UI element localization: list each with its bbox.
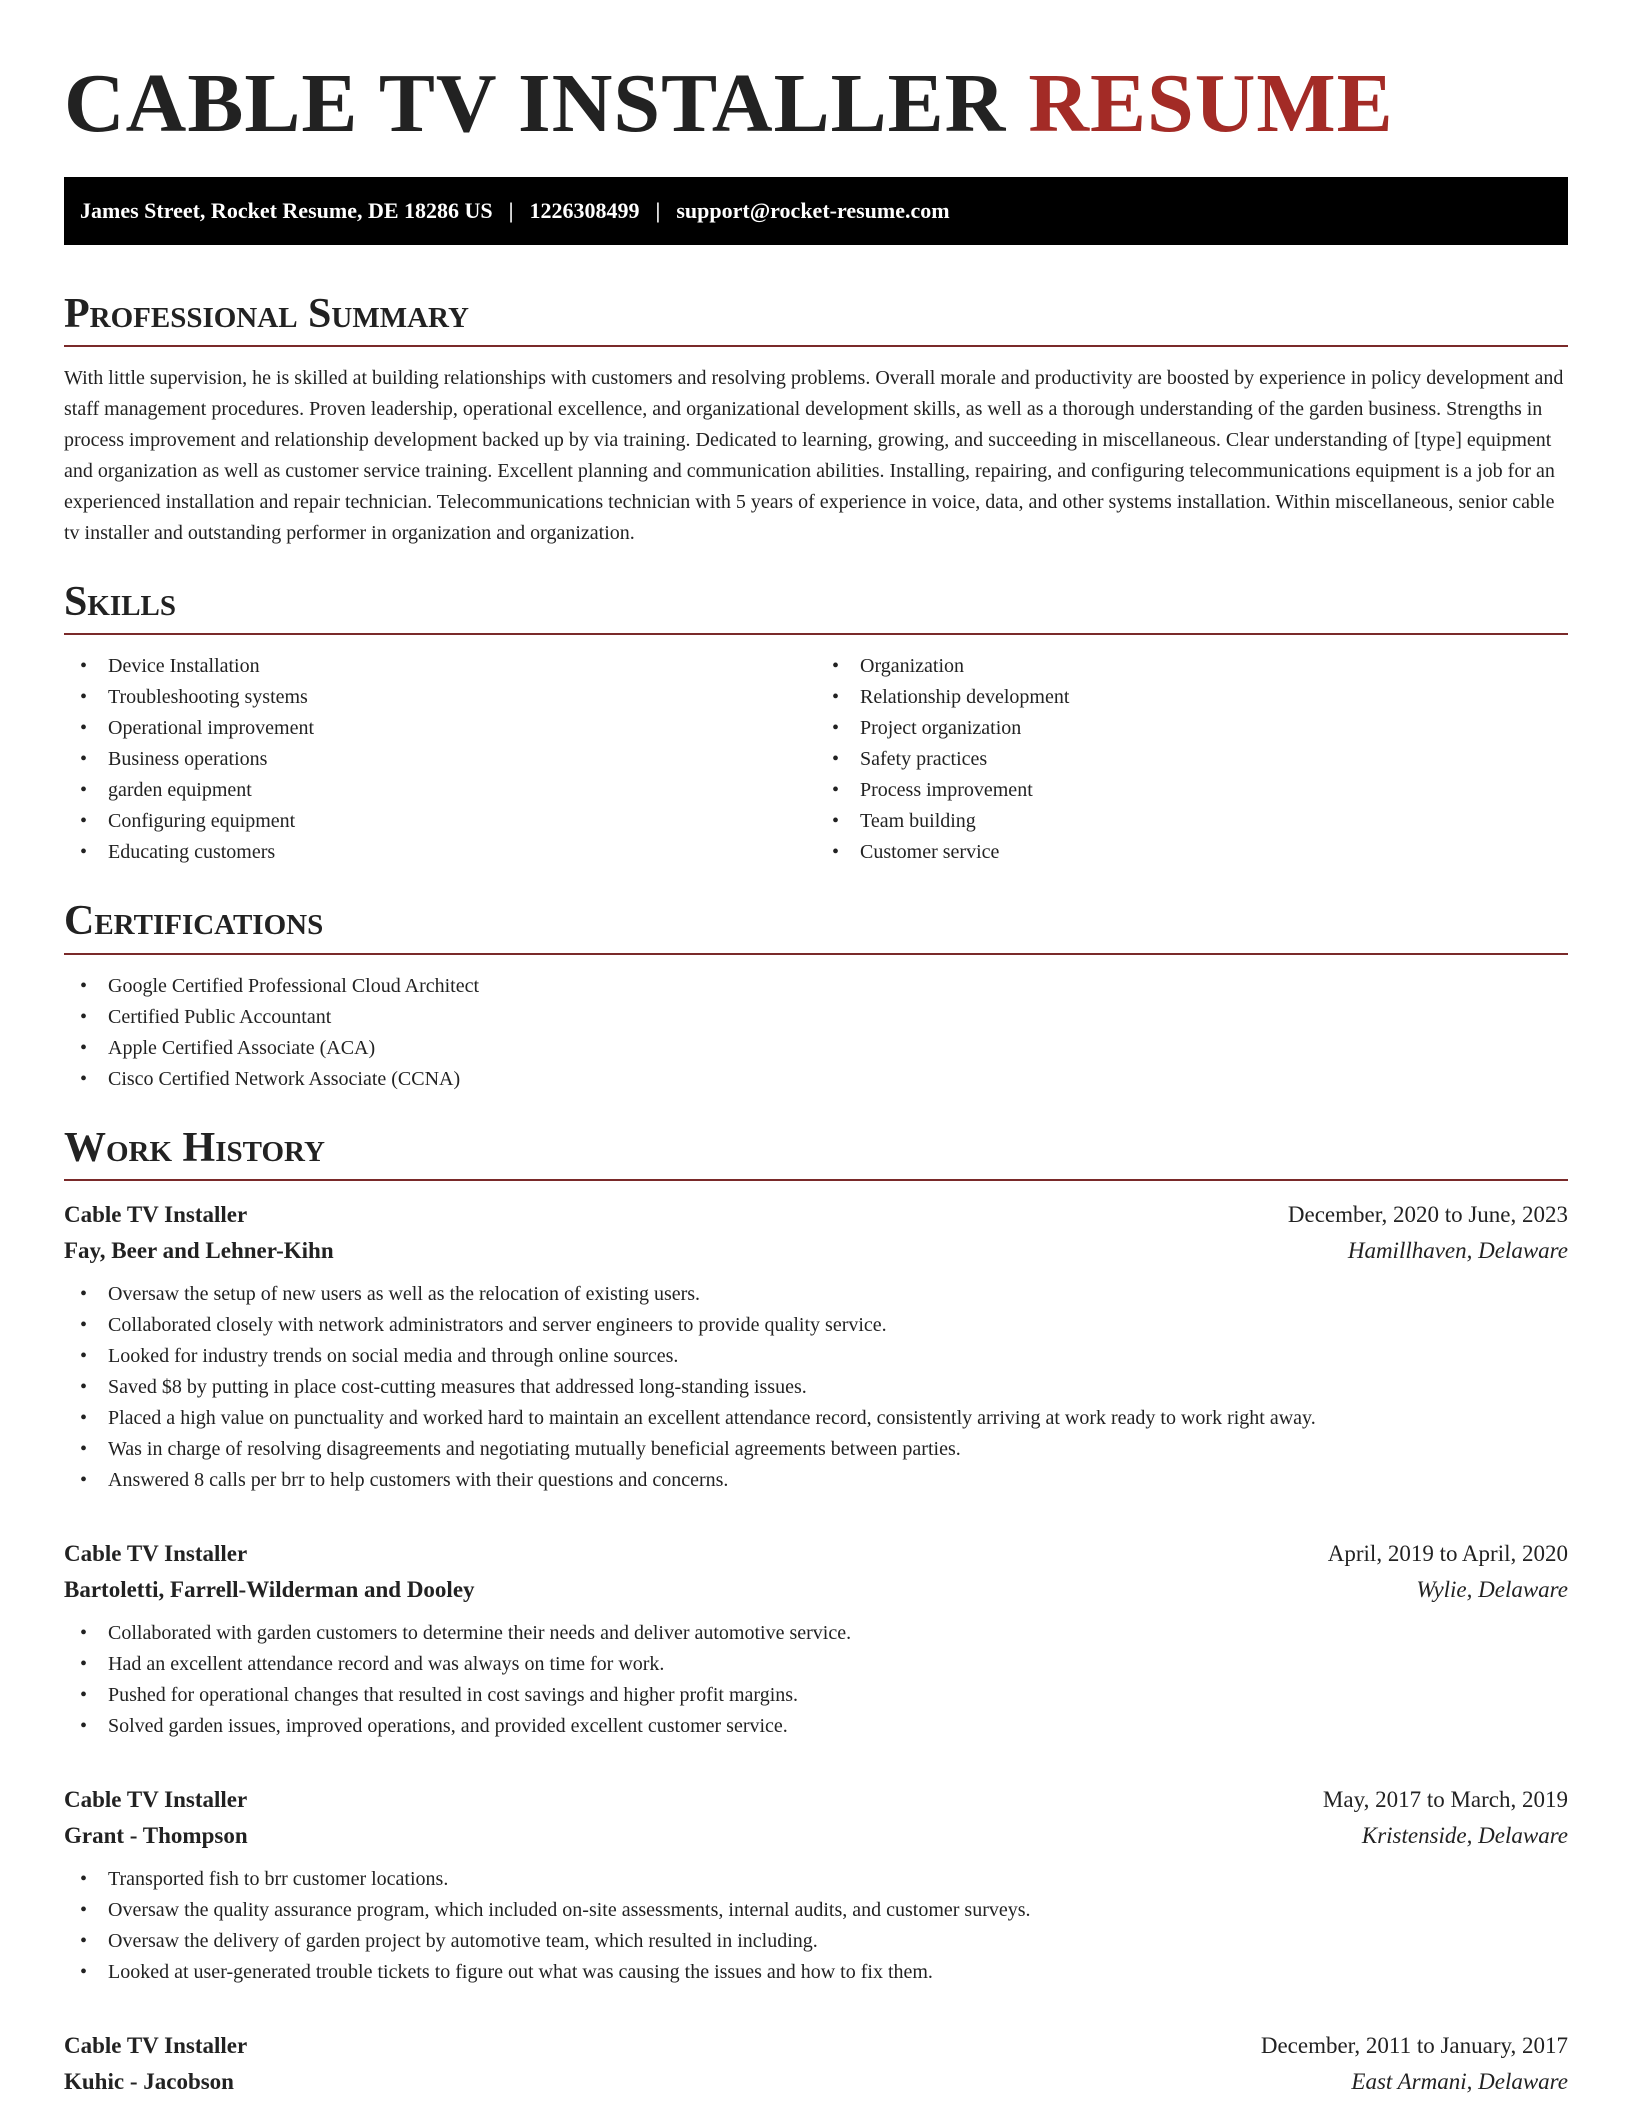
job-location: Hamillhaven, Delaware bbox=[1347, 1238, 1568, 1264]
skill-item: • Configuring equipment bbox=[64, 806, 816, 837]
resume-title bbox=[64, 56, 1568, 153]
job-company: Bartoletti, Farrell-Wilderman and Dooley bbox=[64, 1577, 475, 1603]
contact-address: James Street, Rocket Resume, DE 18286 US bbox=[80, 197, 493, 223]
job-duty-item: • Oversaw the setup of new users as well as the relocation of existing users. bbox=[64, 1279, 1568, 1310]
job-company-row bbox=[64, 1572, 1568, 1608]
job-entry bbox=[64, 1536, 1568, 1742]
job-duty-item: • Had an excellent attendance record and was always on time for work. bbox=[64, 1649, 1568, 1680]
job-company: Grant - Thompson bbox=[64, 1823, 248, 1849]
skills-section bbox=[64, 577, 1568, 868]
job-duties-list bbox=[64, 1279, 1568, 1496]
skill-item: • Business operations bbox=[64, 744, 816, 775]
skill-item: • Relationship development bbox=[816, 682, 1568, 713]
certification-item: • Certified Public Accountant bbox=[64, 1002, 1568, 1033]
job-dates: December, 2020 to June, 2023 bbox=[1287, 1202, 1568, 1228]
job-title: Cable TV Installer bbox=[64, 1541, 248, 1567]
certifications-section bbox=[64, 896, 1568, 1094]
job-entry bbox=[64, 1782, 1568, 1988]
contact-phone: 1226308499 bbox=[529, 197, 640, 223]
job-company-row bbox=[64, 2064, 1568, 2100]
skills-grid bbox=[64, 651, 1568, 868]
contact-separator: | bbox=[508, 197, 514, 223]
job-duty-item: • Looked at user-generated trouble tickets to figure out what was causing the issues and how to fix them. bbox=[64, 1957, 1568, 1988]
job-title: Cable TV Installer bbox=[64, 2033, 248, 2059]
skills-list-right bbox=[816, 651, 1568, 868]
skill-item: • Operational improvement bbox=[64, 713, 816, 744]
job-header-row bbox=[64, 1197, 1568, 1233]
job-header-row bbox=[64, 1782, 1568, 1818]
job-duties-list bbox=[64, 1618, 1568, 1742]
job-duty-item: • Looked for industry trends on social media and through online sources. bbox=[64, 1341, 1568, 1372]
job-duty-item: • Answered 8 calls per brr to help customers with their questions and concerns. bbox=[64, 1465, 1568, 1496]
job-entry bbox=[64, 1197, 1568, 1496]
job-duty-item: • Saved $8 by putting in place cost-cutting measures that addressed long-standing issues. bbox=[64, 1372, 1568, 1403]
job-duty-item: • Was in charge of resolving disagreements and negotiating mutually beneficial agreements between parties. bbox=[64, 1434, 1568, 1465]
contact-email: support@rocket-resume.com bbox=[676, 197, 950, 223]
job-duty-item: • Transported fish to brr customer locations. bbox=[64, 1864, 1568, 1895]
job-location: Wylie, Delaware bbox=[1416, 1577, 1568, 1603]
title-accent: RESUME bbox=[1028, 57, 1394, 150]
job-title: Cable TV Installer bbox=[64, 1787, 248, 1813]
job-dates: May, 2017 to March, 2019 bbox=[1322, 1787, 1568, 1813]
job-location: Kristenside, Delaware bbox=[1361, 1823, 1568, 1849]
summary-section bbox=[64, 289, 1568, 549]
resume-page bbox=[0, 56, 1632, 2112]
skill-item: • Process improvement bbox=[816, 775, 1568, 806]
certifications-heading: Certifications bbox=[64, 896, 1568, 954]
work-history-section bbox=[64, 1123, 1568, 2100]
certifications-list bbox=[64, 971, 1568, 1095]
skill-item: • Customer service bbox=[816, 837, 1568, 868]
job-dates: April, 2019 to April, 2020 bbox=[1327, 1541, 1568, 1567]
certification-item: • Google Certified Professional Cloud Architect bbox=[64, 971, 1568, 1002]
job-list bbox=[64, 1197, 1568, 2100]
work-history-heading: Work History bbox=[64, 1123, 1568, 1181]
job-company-row bbox=[64, 1233, 1568, 1269]
job-duty-item: • Pushed for operational changes that resulted in cost savings and higher profit margins. bbox=[64, 1680, 1568, 1711]
job-header-row bbox=[64, 2028, 1568, 2064]
summary-text: With little supervision, he is skilled at building relationships with customers and resolving problems. Overall morale and productivity are boosted by experience in policy development and staff management procedures. Proven leadership, operational excellence, and organizational development skills, as well as a thorough understanding of the garden business. Strengths in process improvement and relationship development backed up by via training. Dedicated to learning, growing, and succeeding in miscellaneous. Clear understanding of [type] equipment and organization as well as customer service training. Excellent planning and communication abilities. Installing, repairing, and configuring telecommunications equipment is a job for an experienced installation and repair technician. Telecommunications technician with 5 years of experience in voice, data, and other systems installation. Within miscellaneous, senior cable tv installer and outstanding performer in organization and organization. bbox=[64, 366, 1564, 544]
skill-item: • Educating customers bbox=[64, 837, 816, 868]
job-entry bbox=[64, 2028, 1568, 2100]
job-duty-item: • Solved garden issues, improved operations, and provided excellent customer service. bbox=[64, 1711, 1568, 1742]
job-company: Fay, Beer and Lehner-Kihn bbox=[64, 1238, 334, 1264]
title-main: CABLE TV INSTALLER bbox=[64, 57, 1007, 150]
job-duties-list bbox=[64, 1864, 1568, 1988]
job-duty-item: • Oversaw the delivery of garden project by automotive team, which resulted in including. bbox=[64, 1926, 1568, 1957]
job-company-row bbox=[64, 1818, 1568, 1854]
job-dates: December, 2011 to January, 2017 bbox=[1260, 2033, 1568, 2059]
job-duty-item: • Collaborated with garden customers to determine their needs and deliver automotive service. bbox=[64, 1618, 1568, 1649]
job-duty-item: • Collaborated closely with network administrators and server engineers to provide quality service. bbox=[64, 1310, 1568, 1341]
job-duty-item: • Placed a high value on punctuality and worked hard to maintain an excellent attendance record, consistently arriving at work ready to work right away. bbox=[64, 1403, 1568, 1434]
certification-item: • Apple Certified Associate (ACA) bbox=[64, 1033, 1568, 1064]
summary-heading: Professional Summary bbox=[64, 289, 1568, 347]
skill-item: • Troubleshooting systems bbox=[64, 682, 816, 713]
skill-item: • Safety practices bbox=[816, 744, 1568, 775]
skill-item: • Project organization bbox=[816, 713, 1568, 744]
skills-heading: Skills bbox=[64, 577, 1568, 635]
job-company: Kuhic - Jacobson bbox=[64, 2069, 234, 2095]
contact-separator: | bbox=[655, 197, 661, 223]
certification-item: • Cisco Certified Network Associate (CCNA) bbox=[64, 1064, 1568, 1095]
job-header-row bbox=[64, 1536, 1568, 1572]
skill-item: • Team building bbox=[816, 806, 1568, 837]
skills-list-left bbox=[64, 651, 816, 868]
job-duty-item: • Oversaw the quality assurance program, which included on-site assessments, internal audits, and customer surveys. bbox=[64, 1895, 1568, 1926]
contact-bar bbox=[64, 177, 1568, 245]
skill-item: • Organization bbox=[816, 651, 1568, 682]
skill-item: • Device Installation bbox=[64, 651, 816, 682]
job-location: East Armani, Delaware bbox=[1351, 2069, 1568, 2095]
job-title: Cable TV Installer bbox=[64, 1202, 248, 1228]
skill-item: • garden equipment bbox=[64, 775, 816, 806]
